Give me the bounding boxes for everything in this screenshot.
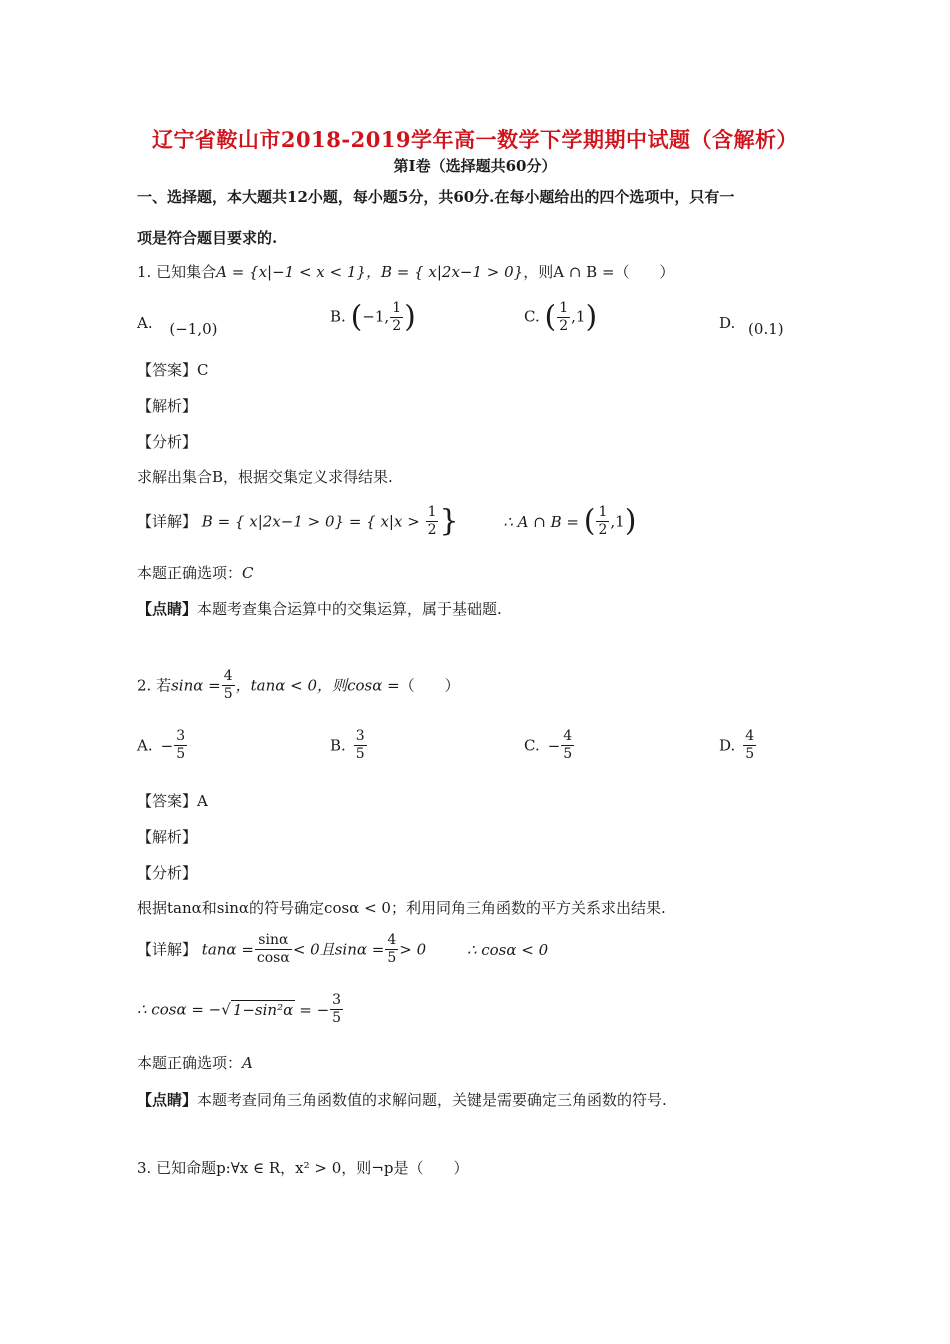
q1-comment: 【点睛】本题考查集合运算中的交集运算，属于基础题. bbox=[137, 600, 502, 618]
q2-option-d: D. $\frac{4}{5}$ bbox=[719, 728, 755, 762]
q1-option-b: B. (−1, $\frac{1}{2}$ ) bbox=[330, 299, 416, 335]
q2-fenxi-text: 根据tanα和sinα的符号确定cosα < 0；利用同角三角函数的平方关系求出结果. bbox=[137, 899, 666, 917]
q1-option-a: A. (−1,0) bbox=[137, 314, 218, 338]
q2-detail-line-2: ∴ cosα = −√ 1−sin²α = − $\frac{3}{5}$ bbox=[137, 992, 342, 1026]
q1-answer: 【答案】C bbox=[137, 361, 209, 379]
q2-detail: 【详解】 tanα = $\frac{\sin\alpha}{\cos\alpha}$ < 0且sinα = $\frac{4}{5}$ > 0 ∴ cosα < 0 bbox=[137, 932, 549, 966]
section-intro-line-1: 一、选择题，本大题共12小题，每小题5分，共60分.在每小题给出的四个选项中，只有一 bbox=[137, 188, 735, 206]
section-intro-line-2: 项是符合题目要求的. bbox=[137, 229, 278, 247]
q1-option-d: D. (0.1) bbox=[719, 314, 784, 338]
q3-stem: 3. 已知命题p:∀x ∈ R，x² > 0，则¬p是（ ） bbox=[137, 1159, 469, 1177]
q2-comment: 【点睛】本题考查同角三角函数值的求解问题，关键是需要确定三角函数的符号. bbox=[137, 1091, 667, 1109]
q1-detail: 【详解】 B = { x|2x−1 > 0} = { x|x > $\frac{1}{2}$ } ∴ A ∩ B = ( $\frac{1}{2}$ ,1) bbox=[137, 503, 637, 539]
q2-stem: 2. 若sinα = $\frac{4}{5}$ ，tanα < 0，则cosα =（ ） bbox=[137, 668, 460, 702]
q1-fenxi-text: 求解出集合B，根据交集定义求得结果. bbox=[137, 468, 393, 486]
page-title: 辽宁省鞍山市2018-2019学年高一数学下学期期中试题（含解析） bbox=[151, 127, 799, 152]
q1-fenxi-label: 【分析】 bbox=[137, 433, 198, 451]
q2-analysis-label: 【解析】 bbox=[137, 828, 198, 846]
q2-fenxi-label: 【分析】 bbox=[137, 864, 198, 882]
q1-correct: 本题正确选项：C bbox=[137, 564, 254, 582]
q2-option-c: C. − $\frac{4}{5}$ bbox=[524, 728, 573, 762]
q1-stem: 1. 已知集合A = {x|−1 < x < 1}，B = { x|2x−1 > 0}，则A ∩ B =（ ） bbox=[137, 263, 675, 281]
q2-correct: 本题正确选项：A bbox=[137, 1054, 253, 1072]
q1-option-c: C. ( $\frac{1}{2}$ ,1) bbox=[524, 299, 598, 335]
q2-option-b: B. $\frac{3}{5}$ bbox=[330, 728, 365, 762]
q1-analysis-label: 【解析】 bbox=[137, 397, 198, 415]
page-subtitle: 第I卷（选择题共60分） bbox=[393, 157, 557, 175]
q2-option-a: A. − $\frac{3}{5}$ bbox=[137, 728, 186, 762]
q2-answer: 【答案】A bbox=[137, 792, 208, 810]
